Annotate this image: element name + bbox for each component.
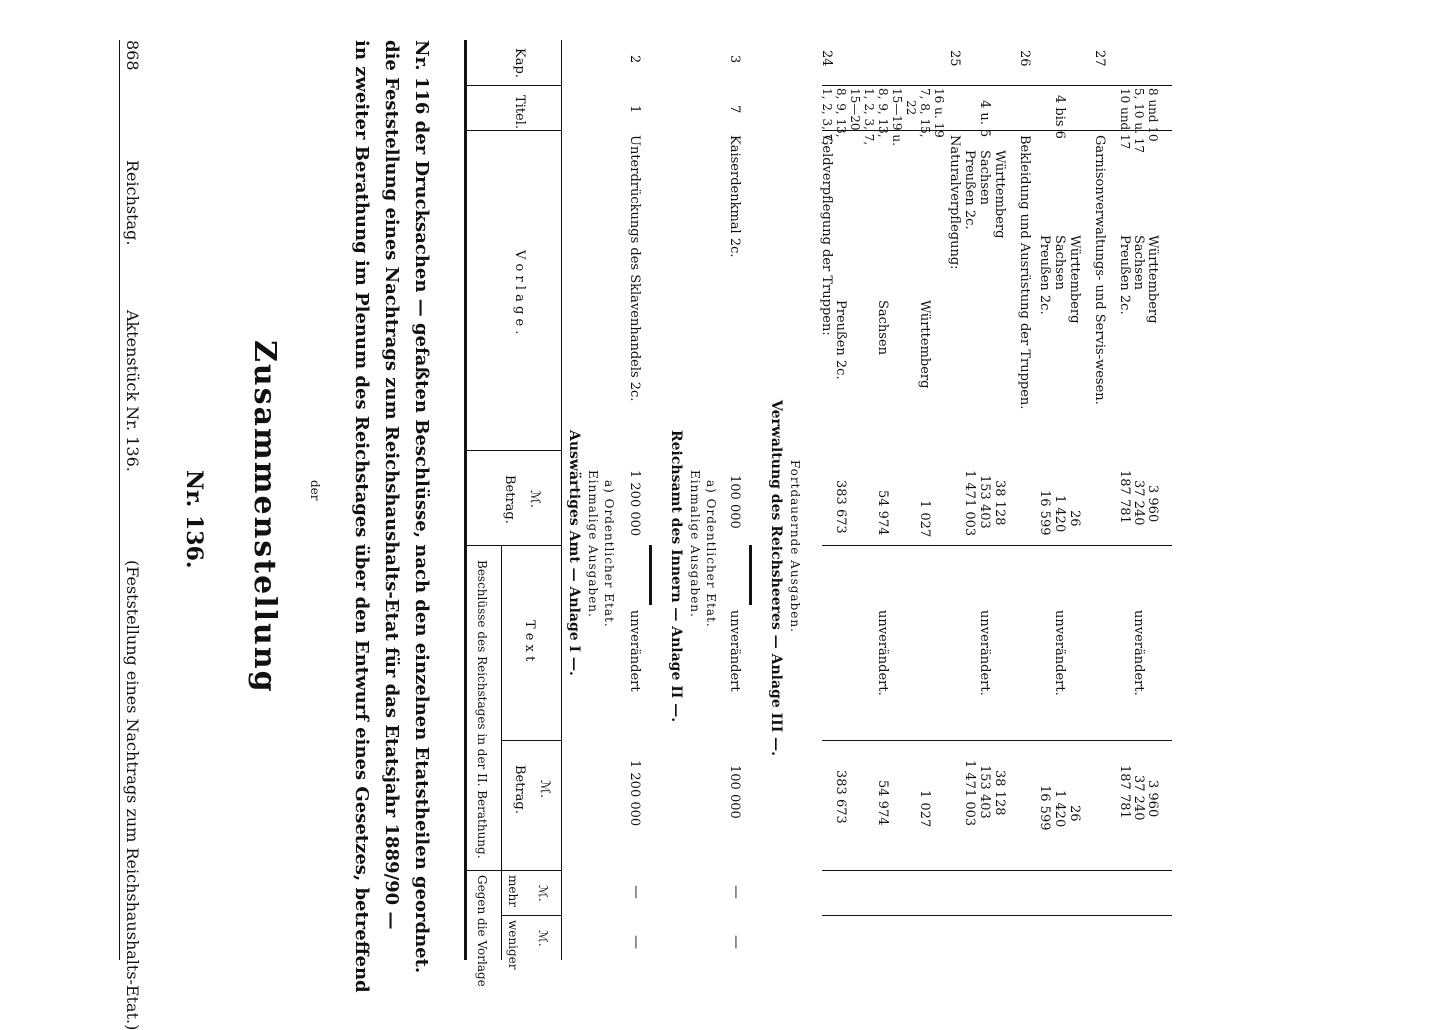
row-2-titel: 7 — [727, 105, 742, 114]
row-4-item-1: Preußen 2c. — [962, 150, 977, 230]
col-mehr-unit: ℳ. — [536, 885, 550, 902]
col-betrag-2: Betrag. — [512, 765, 527, 814]
col-weniger-unit: ℳ. — [536, 930, 550, 947]
row-3-betrag2-2: 54 974 — [875, 780, 890, 826]
intro-line-2: die Feststellung eines Nachtrags zum Reichshaushalts-Etat für das Etatsjahr 1889/90 — — [381, 40, 402, 930]
row-2-weniger: — — [728, 935, 744, 949]
col-betrag-unit: ℳ. — [527, 490, 542, 509]
row-3-titel-2: 8, 9, 13, — [834, 88, 848, 138]
row-4-betrag-3: 38 128 — [992, 480, 1007, 526]
col-gegen: Gegen die Vorlage — [475, 875, 489, 987]
row-4-beschluss: unverändert. — [977, 610, 992, 696]
row-2-betrag: 100 000 — [727, 475, 742, 529]
row-3-titel-5: 8, 9, 13, — [876, 88, 890, 138]
row-1-weniger: — — [628, 935, 644, 949]
col-kap: Kap. — [512, 48, 527, 78]
row-5-kap: 26 — [1017, 50, 1032, 67]
col-titel: Titel. — [512, 95, 527, 130]
row-5-beschluss: unverändert. — [1052, 610, 1067, 696]
row-3-text: Geldverpflegung der Truppen: — [819, 135, 834, 336]
col-weniger: weniger — [506, 920, 520, 970]
row-1-text: Unterdrückungs des Sklavenhandels 2c. — [627, 135, 642, 402]
row-1-kap: 2 — [627, 55, 642, 64]
row-4-titel: 4 u. 5 — [977, 100, 992, 138]
row-4-kap: 25 — [947, 50, 962, 67]
row-2-beschluss: unverändert — [727, 610, 742, 692]
header-document: Aktenstück Nr. 136. — [123, 310, 142, 472]
col-text: T e x t — [522, 620, 537, 662]
header-rule — [119, 40, 120, 960]
row-3-titel-7: 22 — [904, 100, 918, 116]
col-betrag: Betrag. — [502, 475, 517, 524]
row-5-titel: 4 bis 6 — [1052, 95, 1067, 139]
text-col-divider — [502, 740, 562, 741]
row-4-item-2: Sachsen — [977, 150, 992, 206]
title-der: der — [308, 480, 322, 501]
row-3-item-1: Preußen 2c. — [833, 300, 848, 380]
mehr-col-line — [822, 915, 1172, 916]
row-3-titel-3: 15—20 — [848, 88, 862, 131]
row-2-mehr: — — [728, 885, 744, 899]
row-5-betrag-3: 26 — [1067, 510, 1082, 527]
gegen-col-divider — [467, 870, 562, 871]
row-2-betrag-2: 100 000 — [727, 765, 742, 819]
row-3-betrag-1: 383 673 — [833, 480, 848, 534]
row-2-rule — [749, 545, 752, 605]
row-6-betrag2-2: 37 240 — [1131, 775, 1146, 821]
page-number: 868 — [123, 40, 142, 71]
row-5-betrag-1: 16 599 — [1037, 490, 1052, 536]
col-betrag-2-unit: ℳ. — [537, 780, 552, 799]
header-source: Reichstag. — [123, 160, 142, 246]
row-1-beschluss: unverändert — [627, 610, 642, 692]
section-auswaertiges-amt: Auswärtiges Amt — Anlage I —. — [566, 430, 582, 676]
row-2-kap: 3 — [727, 55, 742, 64]
titel-col-divider — [467, 130, 562, 131]
section-1-sub: Einmalige Ausgaben. — [586, 470, 600, 618]
row-6-betrag-3: 3 960 — [1145, 485, 1160, 523]
row-6-kap: 27 — [1092, 50, 1107, 67]
row-5-betrag2-2: 1 420 — [1052, 790, 1067, 828]
text-col-line — [822, 740, 1172, 741]
row-6-text: Garnisonverwaltungs- und Servis-wesen. — [1092, 135, 1107, 405]
page-title: Zusammenstellung — [247, 340, 282, 694]
row-6-betrag2-1: 187 781 — [1117, 765, 1132, 819]
row-5-item-1: Preußen 2c. — [1037, 235, 1052, 315]
row-3-beschluss: unverändert. — [875, 610, 890, 696]
col-mehr: mehr — [506, 875, 520, 907]
row-4-betrag2-2: 153 403 — [977, 765, 992, 819]
beschluss-subrule — [501, 545, 502, 960]
row-6-betrag-2: 37 240 — [1131, 480, 1146, 526]
section-1-sub2: a) Ordentlicher Etat. — [602, 480, 616, 628]
row-3-kap: 24 — [819, 50, 834, 67]
intro-line-1: in zweiter Berathung im Plenum des Reichstages über den Entwurf eines Gesetzes, betreffend — [351, 40, 372, 993]
row-5-betrag-2: 1 420 — [1052, 495, 1067, 533]
row-3-titel-1: 1, 2, 3, 7, — [820, 88, 834, 146]
row-3-betrag2-3: 1 027 — [917, 790, 932, 828]
row-3-titel-9: 16 u. 19 — [932, 88, 946, 138]
row-1-mehr: — — [628, 885, 644, 899]
row-6-item-3: Württemberg — [1145, 235, 1160, 324]
row-5-betrag2-3: 26 — [1067, 805, 1082, 822]
row-6-item-1: Preußen 2c. — [1117, 235, 1132, 315]
section-reichsheer: Verwaltung des Reichsheeres — Anlage III —. — [768, 400, 784, 756]
col-beschluesse: Beschlüsse des Reichstages in der II. Berathung. — [475, 560, 489, 859]
row-4-item-3: Württemberg — [992, 150, 1007, 239]
row-2-text: Kaiserdenkmal 2c. — [727, 135, 742, 258]
row-1-titel: 1 — [627, 105, 642, 114]
intro-line-3: Nr. 116 der Drucksachen — gefaßten Beschlüsse, nach den einzelnen Etatstheilen geordnet. — [411, 40, 432, 974]
kap-col-divider — [467, 85, 562, 86]
row-6-titel-3: 8 und 10 — [1146, 88, 1160, 142]
row-3-betrag-2: 54 974 — [875, 490, 890, 536]
section-2-sub: Einmalige Ausgaben. — [688, 470, 702, 618]
row-3-betrag-3: 1 027 — [917, 500, 932, 538]
row-5-betrag2-1: 16 599 — [1037, 785, 1052, 831]
table-top-rule — [464, 40, 467, 960]
row-4-betrag-2: 153 403 — [977, 475, 992, 529]
row-1-betrag: 1 200 000 — [627, 470, 642, 537]
row-4-text: Naturalverpflegung: — [947, 135, 962, 270]
row-6-beschluss: unverändert. — [1131, 610, 1146, 696]
row-6-titel-1: 10 und 17 — [1118, 88, 1132, 150]
row-1-betrag-2: 1 200 000 — [627, 760, 642, 827]
row-6-betrag2-3: 3 960 — [1145, 780, 1160, 818]
row-5-item-3: Württemberg — [1067, 235, 1082, 324]
document-number: Nr. 136. — [181, 470, 207, 569]
row-3-betrag2-1: 383 673 — [833, 770, 848, 824]
betrag-col-divider — [467, 545, 562, 546]
col-vorlage: V o r l a g e . — [512, 250, 527, 335]
row-1-rule — [649, 545, 652, 605]
row-3-titel-8: 7, 8, 15, — [918, 88, 932, 138]
row-3-item-3: Württemberg — [917, 300, 932, 389]
betrag-col-line — [822, 545, 1172, 546]
titel-col-line — [822, 130, 1172, 131]
row-5-item-2: Sachsen — [1052, 235, 1067, 291]
row-6-betrag-1: 187 781 — [1117, 470, 1132, 524]
row-4-betrag-1: 1 471 003 — [962, 470, 977, 537]
row-3-item-2: Sachsen — [875, 300, 890, 356]
section-3-sub: Fortdauernde Ausgaben. — [788, 460, 802, 633]
vorlage-col-divider — [467, 450, 562, 451]
row-3-titel-6: 15—19 u. — [890, 88, 904, 146]
row-6-titel-2: 5, 10 u. 17 — [1132, 88, 1146, 153]
row-4-betrag2-1: 1 471 003 — [962, 760, 977, 827]
row-6-item-2: Sachsen — [1131, 235, 1146, 291]
table-header-rule — [561, 40, 562, 960]
header-subject: (Feststellung eines Nachtrags zum Reichshaushalts-Etat.) — [123, 560, 142, 1030]
row-5-text: Bekleidung und Ausrüstung der Truppen. — [1017, 135, 1032, 410]
section-reichsamt-innern: Reichsamt des Innern — Anlage II —. — [668, 430, 684, 723]
mehr-col-divider — [502, 915, 562, 916]
kap-col-line — [822, 85, 1172, 86]
row-3-titel-4: 1, 2, 3, 7, — [862, 88, 876, 146]
section-2-sub2: a) Ordentlicher Etat. — [704, 480, 718, 628]
row-4-betrag2-3: 38 128 — [992, 770, 1007, 816]
gegen-col-line — [822, 870, 1172, 871]
